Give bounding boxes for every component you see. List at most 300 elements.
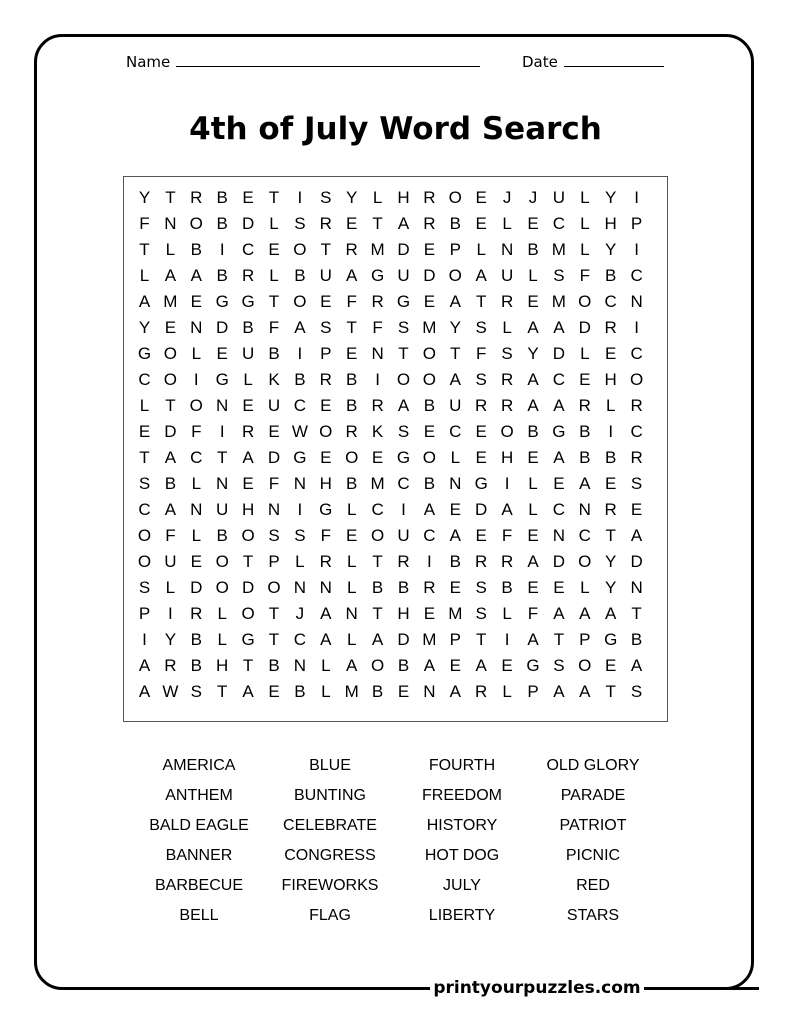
grid-letter[interactable]: R [604, 500, 617, 519]
grid-letter[interactable]: L [139, 396, 150, 415]
grid-letter[interactable]: A [320, 604, 332, 623]
grid-letter[interactable]: S [475, 370, 487, 389]
grid-letter[interactable]: N [423, 682, 436, 701]
grid-letter[interactable]: N [293, 656, 307, 675]
grid-letter[interactable]: E [605, 656, 617, 675]
grid-letter[interactable]: B [190, 656, 202, 675]
grid-letter[interactable]: E [190, 552, 202, 571]
grid-letter[interactable]: L [217, 604, 227, 623]
grid-letter[interactable]: N [293, 578, 307, 597]
grid-letter[interactable]: G [241, 292, 255, 311]
grid-letter[interactable]: A [190, 266, 202, 285]
grid-letter[interactable]: D [578, 318, 591, 337]
grid-letter[interactable]: H [241, 500, 255, 519]
grid-letter[interactable]: N [190, 500, 203, 519]
grid-letter[interactable]: R [371, 292, 384, 311]
grid-letter[interactable]: G [370, 266, 385, 285]
grid-letter[interactable]: A [579, 682, 591, 701]
grid-letter[interactable]: D [216, 318, 229, 337]
grid-letter[interactable]: R [423, 188, 436, 207]
grid-letter[interactable]: A [164, 448, 177, 467]
grid-letter[interactable]: P [268, 552, 280, 571]
grid-letter[interactable]: C [552, 214, 566, 233]
grid-letter[interactable]: T [268, 630, 280, 649]
grid-letter[interactable]: A [423, 500, 436, 519]
grid-letter[interactable]: C [241, 240, 255, 259]
grid-letter[interactable]: D [475, 500, 488, 519]
grid-letter[interactable]: U [216, 500, 229, 519]
grid-letter[interactable]: O [370, 656, 385, 675]
grid-letter[interactable]: O [137, 526, 152, 545]
grid-letter[interactable]: S [397, 318, 410, 337]
grid-letter[interactable]: E [527, 526, 539, 545]
grid-letter[interactable]: B [190, 240, 202, 259]
grid-letter[interactable]: T [372, 214, 383, 233]
grid-letter[interactable]: E [320, 396, 332, 415]
grid-letter[interactable]: E [475, 214, 487, 233]
grid-letter[interactable]: L [346, 500, 357, 519]
grid-letter[interactable]: M [551, 240, 566, 259]
grid-letter[interactable]: L [346, 578, 357, 597]
grid-letter[interactable]: D [397, 240, 410, 259]
grid-letter[interactable]: O [241, 604, 255, 623]
grid-letter[interactable]: E [423, 604, 436, 623]
grid-letter[interactable]: B [579, 422, 591, 441]
grid-letter[interactable]: L [580, 578, 590, 597]
grid-letter[interactable]: L [321, 682, 331, 701]
grid-letter[interactable]: R [190, 604, 203, 623]
grid-letter[interactable]: F [165, 526, 176, 545]
grid-letter[interactable]: A [501, 500, 513, 519]
grid-letter[interactable]: F [191, 422, 202, 441]
grid-letter[interactable]: L [191, 344, 202, 363]
grid-letter[interactable]: C [552, 500, 566, 519]
grid-letter[interactable]: C [604, 292, 617, 311]
grid-letter[interactable]: O [422, 370, 436, 389]
grid-letter[interactable]: A [630, 656, 643, 675]
grid-letter[interactable]: I [634, 240, 639, 259]
grid-letter[interactable]: T [475, 292, 487, 311]
grid-letter[interactable]: A [242, 682, 254, 701]
grid-letter[interactable]: A [527, 630, 539, 649]
grid-letter[interactable]: C [293, 396, 307, 415]
grid-letter[interactable]: L [502, 604, 512, 623]
grid-letter[interactable]: B [190, 630, 202, 649]
grid-letter[interactable]: F [579, 266, 590, 285]
grid-letter[interactable]: O [578, 292, 592, 311]
grid-letter[interactable]: A [397, 214, 410, 233]
grid-letter[interactable]: S [268, 526, 280, 545]
grid-letter[interactable]: H [397, 604, 410, 623]
grid-letter[interactable]: I [608, 422, 614, 441]
grid-letter[interactable]: L [502, 682, 512, 701]
grid-letter[interactable]: F [139, 214, 150, 233]
grid-letter[interactable]: I [297, 188, 303, 207]
grid-letter[interactable]: E [475, 422, 487, 441]
grid-letter[interactable]: O [189, 396, 203, 415]
grid-letter[interactable]: L [346, 552, 357, 571]
grid-letter[interactable]: K [268, 370, 280, 389]
grid-letter[interactable]: H [604, 370, 617, 389]
grid-letter[interactable]: O [293, 240, 307, 259]
grid-letter[interactable]: E [553, 474, 565, 493]
grid-letter[interactable]: C [190, 448, 203, 467]
grid-letter[interactable]: O [448, 266, 462, 285]
grid-letter[interactable]: R [319, 370, 332, 389]
grid-letter[interactable]: L [580, 188, 590, 207]
grid-letter[interactable]: S [553, 266, 565, 285]
grid-letter[interactable]: B [449, 214, 461, 233]
grid-letter[interactable]: G [396, 292, 411, 311]
grid-letter[interactable]: R [475, 552, 488, 571]
grid-letter[interactable]: E [397, 682, 410, 701]
grid-letter[interactable]: R [578, 396, 591, 415]
grid-letter[interactable]: R [397, 552, 410, 571]
grid-letter[interactable]: R [604, 318, 617, 337]
grid-letter[interactable]: T [475, 630, 487, 649]
grid-letter[interactable]: H [216, 656, 229, 675]
grid-letter[interactable]: O [215, 578, 229, 597]
grid-letter[interactable]: G [552, 422, 566, 441]
grid-letter[interactable]: F [372, 318, 383, 337]
grid-letter[interactable]: L [217, 630, 227, 649]
grid-letter[interactable]: G [215, 292, 229, 311]
grid-letter[interactable]: J [528, 188, 538, 207]
grid-letter[interactable]: L [580, 344, 590, 363]
grid-letter[interactable]: T [553, 630, 565, 649]
grid-letter[interactable]: E [242, 474, 254, 493]
grid-letter[interactable]: A [138, 656, 151, 675]
grid-letter[interactable]: B [294, 682, 306, 701]
grid-letter[interactable]: C [630, 344, 643, 363]
grid-letter[interactable]: A [475, 656, 487, 675]
grid-letter[interactable]: P [579, 630, 591, 649]
grid-letter[interactable]: U [552, 188, 566, 207]
grid-letter[interactable]: B [164, 474, 177, 493]
grid-letter[interactable]: E [216, 344, 228, 363]
grid-letter[interactable]: R [630, 396, 643, 415]
grid-letter[interactable]: B [216, 266, 228, 285]
grid-letter[interactable]: A [294, 318, 306, 337]
grid-letter[interactable]: E [527, 578, 539, 597]
grid-letter[interactable]: L [528, 474, 538, 493]
grid-letter[interactable]: A [553, 448, 565, 467]
grid-letter[interactable]: B [605, 448, 617, 467]
grid-letter[interactable]: M [370, 474, 385, 493]
grid-letter[interactable]: D [241, 578, 255, 597]
grid-letter[interactable]: E [371, 448, 384, 467]
grid-letter[interactable]: G [604, 630, 618, 649]
grid-letter[interactable]: A [579, 604, 591, 623]
grid-letter[interactable]: F [320, 526, 331, 545]
grid-letter[interactable]: I [427, 552, 432, 571]
grid-letter[interactable]: P [449, 630, 461, 649]
grid-letter[interactable]: D [241, 214, 255, 233]
grid-letter[interactable]: M [422, 318, 437, 337]
grid-letter[interactable]: S [294, 214, 306, 233]
grid-letter[interactable]: A [397, 396, 410, 415]
grid-letter[interactable]: D [552, 344, 566, 363]
grid-letter[interactable]: N [293, 474, 307, 493]
grid-letter[interactable]: N [449, 474, 462, 493]
grid-letter[interactable]: U [449, 396, 462, 415]
grid-letter[interactable]: L [528, 266, 538, 285]
grid-letter[interactable]: L [269, 266, 279, 285]
grid-letter[interactable]: B [294, 266, 306, 285]
grid-letter[interactable]: L [346, 630, 357, 649]
grid-letter[interactable]: J [502, 188, 512, 207]
grid-letter[interactable]: G [396, 448, 411, 467]
grid-letter[interactable]: O [137, 552, 152, 571]
grid-letter[interactable]: T [242, 552, 254, 571]
grid-letter[interactable]: L [580, 214, 590, 233]
grid-letter[interactable]: M [422, 630, 437, 649]
grid-letter[interactable]: L [243, 370, 253, 389]
grid-letter[interactable]: N [216, 474, 229, 493]
grid-letter[interactable]: R [190, 188, 203, 207]
grid-letter[interactable]: I [504, 474, 510, 493]
grid-letter[interactable]: Y [138, 318, 151, 337]
grid-letter[interactable]: B [449, 552, 461, 571]
grid-letter[interactable]: Y [449, 318, 461, 337]
grid-letter[interactable]: R [241, 266, 255, 285]
grid-letter[interactable]: I [142, 630, 147, 649]
grid-letter[interactable]: T [372, 552, 383, 571]
grid-letter[interactable]: N [216, 396, 229, 415]
grid-letter[interactable]: E [553, 578, 565, 597]
grid-letter[interactable]: A [527, 552, 539, 571]
grid-letter[interactable]: F [475, 344, 487, 363]
grid-letter[interactable]: Y [138, 188, 151, 207]
grid-letter[interactable]: E [630, 500, 643, 519]
grid-letter[interactable]: O [422, 344, 436, 363]
grid-letter[interactable]: E [527, 214, 539, 233]
grid-letter[interactable]: S [294, 526, 306, 545]
grid-letter[interactable]: E [449, 578, 461, 597]
grid-letter[interactable]: A [449, 292, 461, 311]
grid-letter[interactable]: G [137, 344, 152, 363]
grid-letter[interactable]: I [634, 318, 639, 337]
grid-letter[interactable]: S [630, 682, 643, 701]
grid-letter[interactable]: E [268, 240, 280, 259]
grid-letter[interactable]: R [500, 292, 514, 311]
grid-letter[interactable]: N [267, 500, 281, 519]
grid-letter[interactable]: R [423, 214, 436, 233]
grid-letter[interactable]: A [164, 500, 177, 519]
grid-letter[interactable]: B [527, 422, 539, 441]
grid-letter[interactable]: R [500, 552, 514, 571]
grid-letter[interactable]: J [295, 604, 305, 623]
grid-letter[interactable]: H [500, 448, 514, 467]
grid-letter[interactable]: D [397, 630, 410, 649]
grid-letter[interactable]: L [139, 266, 150, 285]
grid-letter[interactable]: O [422, 448, 436, 467]
grid-letter[interactable]: T [165, 396, 176, 415]
grid-letter[interactable]: L [165, 578, 176, 597]
grid-letter[interactable]: S [501, 344, 513, 363]
grid-letter[interactable]: B [242, 318, 254, 337]
grid-letter[interactable]: T [631, 604, 642, 623]
grid-letter[interactable]: E [501, 656, 513, 675]
grid-letter[interactable]: O [370, 526, 385, 545]
grid-letter[interactable]: L [502, 318, 512, 337]
grid-letter[interactable]: L [372, 188, 383, 207]
grid-letter[interactable]: A [346, 266, 358, 285]
grid-letter[interactable]: Y [346, 188, 358, 207]
grid-letter[interactable]: C [371, 500, 384, 519]
grid-letter[interactable]: O [163, 370, 177, 389]
grid-letter[interactable]: T [346, 318, 357, 337]
grid-letter[interactable]: N [500, 240, 514, 259]
grid-letter[interactable]: E [423, 240, 436, 259]
grid-letter[interactable]: B [216, 526, 228, 545]
grid-letter[interactable]: O [319, 422, 333, 441]
grid-letter[interactable]: T [165, 188, 176, 207]
grid-letter[interactable]: F [501, 526, 513, 545]
grid-letter[interactable]: L [321, 656, 331, 675]
grid-letter[interactable]: L [165, 240, 176, 259]
grid-letter[interactable]: B [216, 188, 228, 207]
grid-letter[interactable]: U [500, 266, 514, 285]
grid-letter[interactable]: U [397, 526, 410, 545]
grid-letter[interactable]: G [474, 474, 488, 493]
grid-letter[interactable]: F [268, 318, 280, 337]
grid-letter[interactable]: B [371, 578, 384, 597]
grid-letter[interactable]: L [295, 552, 305, 571]
grid-letter[interactable]: I [297, 500, 303, 519]
grid-letter[interactable]: T [216, 682, 228, 701]
grid-letter[interactable]: S [320, 188, 332, 207]
grid-letter[interactable]: B [371, 682, 384, 701]
grid-letter[interactable]: O [163, 344, 177, 363]
grid-letter[interactable]: R [500, 396, 514, 415]
grid-letter[interactable]: M [344, 682, 359, 701]
grid-letter[interactable]: R [500, 370, 514, 389]
grid-letter[interactable]: C [630, 422, 643, 441]
grid-letter[interactable]: I [219, 422, 225, 441]
grid-letter[interactable]: E [268, 422, 280, 441]
grid-letter[interactable]: R [630, 448, 643, 467]
grid-letter[interactable]: C [293, 630, 307, 649]
grid-letter[interactable]: E [449, 500, 461, 519]
grid-letter[interactable]: A [138, 682, 151, 701]
grid-letter[interactable]: T [605, 526, 616, 545]
grid-letter[interactable]: C [138, 370, 151, 389]
grid-letter[interactable]: T [372, 604, 383, 623]
grid-letter[interactable]: M [551, 292, 566, 311]
grid-letter[interactable]: D [630, 552, 643, 571]
grid-letter[interactable]: S [630, 474, 643, 493]
grid-letter[interactable]: B [527, 240, 539, 259]
grid-letter[interactable]: B [268, 656, 280, 675]
grid-letter[interactable]: E [346, 214, 358, 233]
grid-letter[interactable]: G [215, 370, 229, 389]
grid-letter[interactable]: B [579, 448, 591, 467]
grid-letter[interactable]: C [138, 500, 151, 519]
grid-letter[interactable]: B [630, 630, 643, 649]
grid-letter[interactable]: N [345, 604, 358, 623]
grid-letter[interactable]: E [475, 526, 487, 545]
grid-letter[interactable]: A [346, 656, 358, 675]
grid-letter[interactable]: E [242, 396, 254, 415]
grid-letter[interactable]: S [475, 578, 487, 597]
grid-letter[interactable]: A [527, 318, 539, 337]
grid-letter[interactable]: R [241, 422, 255, 441]
grid-letter[interactable]: O [578, 552, 592, 571]
grid-letter[interactable]: L [450, 448, 461, 467]
grid-letter[interactable]: U [267, 396, 281, 415]
grid-letter[interactable]: U [164, 552, 177, 571]
grid-letter[interactable]: A [449, 526, 461, 545]
grid-letter[interactable]: U [319, 266, 332, 285]
grid-letter[interactable]: O [448, 188, 462, 207]
name-line[interactable] [176, 54, 480, 67]
grid-letter[interactable]: H [319, 474, 332, 493]
grid-letter[interactable]: Y [527, 344, 539, 363]
grid-letter[interactable]: B [294, 370, 306, 389]
grid-letter[interactable]: B [216, 214, 228, 233]
grid-letter[interactable]: R [475, 396, 488, 415]
grid-letter[interactable]: E [475, 188, 487, 207]
grid-letter[interactable]: E [138, 422, 151, 441]
grid-letter[interactable]: T [605, 682, 616, 701]
grid-letter[interactable]: P [320, 344, 332, 363]
grid-letter[interactable]: T [242, 656, 254, 675]
grid-letter[interactable]: B [268, 344, 280, 363]
grid-letter[interactable]: S [475, 318, 487, 337]
grid-letter[interactable]: E [605, 344, 617, 363]
grid-letter[interactable]: N [578, 500, 591, 519]
grid-letter[interactable]: E [242, 188, 254, 207]
grid-letter[interactable]: L [269, 214, 279, 233]
grid-letter[interactable]: T [398, 344, 409, 363]
grid-letter[interactable]: S [553, 656, 565, 675]
grid-letter[interactable]: R [475, 682, 488, 701]
grid-letter[interactable]: M [370, 240, 385, 259]
grid-letter[interactable]: I [193, 370, 199, 389]
grid-letter[interactable]: N [552, 526, 566, 545]
grid-letter[interactable]: B [346, 474, 358, 493]
grid-letter[interactable]: N [319, 578, 332, 597]
grid-letter[interactable]: L [528, 500, 538, 519]
grid-letter[interactable]: A [605, 604, 617, 623]
grid-letter[interactable]: D [267, 448, 281, 467]
grid-letter[interactable]: C [423, 526, 436, 545]
grid-letter[interactable]: Y [605, 240, 617, 259]
grid-letter[interactable]: I [401, 500, 406, 519]
grid-letter[interactable]: E [605, 474, 617, 493]
grid-letter[interactable]: O [215, 552, 229, 571]
grid-letter[interactable]: E [423, 422, 436, 441]
grid-letter[interactable]: O [267, 578, 281, 597]
grid-letter[interactable]: R [319, 552, 332, 571]
grid-letter[interactable]: A [164, 266, 177, 285]
grid-letter[interactable]: B [397, 578, 410, 597]
grid-letter[interactable]: R [164, 656, 177, 675]
grid-letter[interactable]: D [552, 552, 566, 571]
grid-letter[interactable]: W [291, 422, 308, 441]
grid-letter[interactable]: I [634, 188, 639, 207]
grid-letter[interactable]: L [580, 240, 590, 259]
grid-letter[interactable]: S [397, 422, 410, 441]
grid-letter[interactable]: L [502, 214, 512, 233]
grid-letter[interactable]: A [449, 682, 461, 701]
grid-letter[interactable]: A [371, 630, 384, 649]
grid-letter[interactable]: E [320, 448, 332, 467]
grid-letter[interactable]: S [138, 578, 151, 597]
grid-letter[interactable]: O [189, 214, 203, 233]
grid-letter[interactable]: L [191, 526, 202, 545]
